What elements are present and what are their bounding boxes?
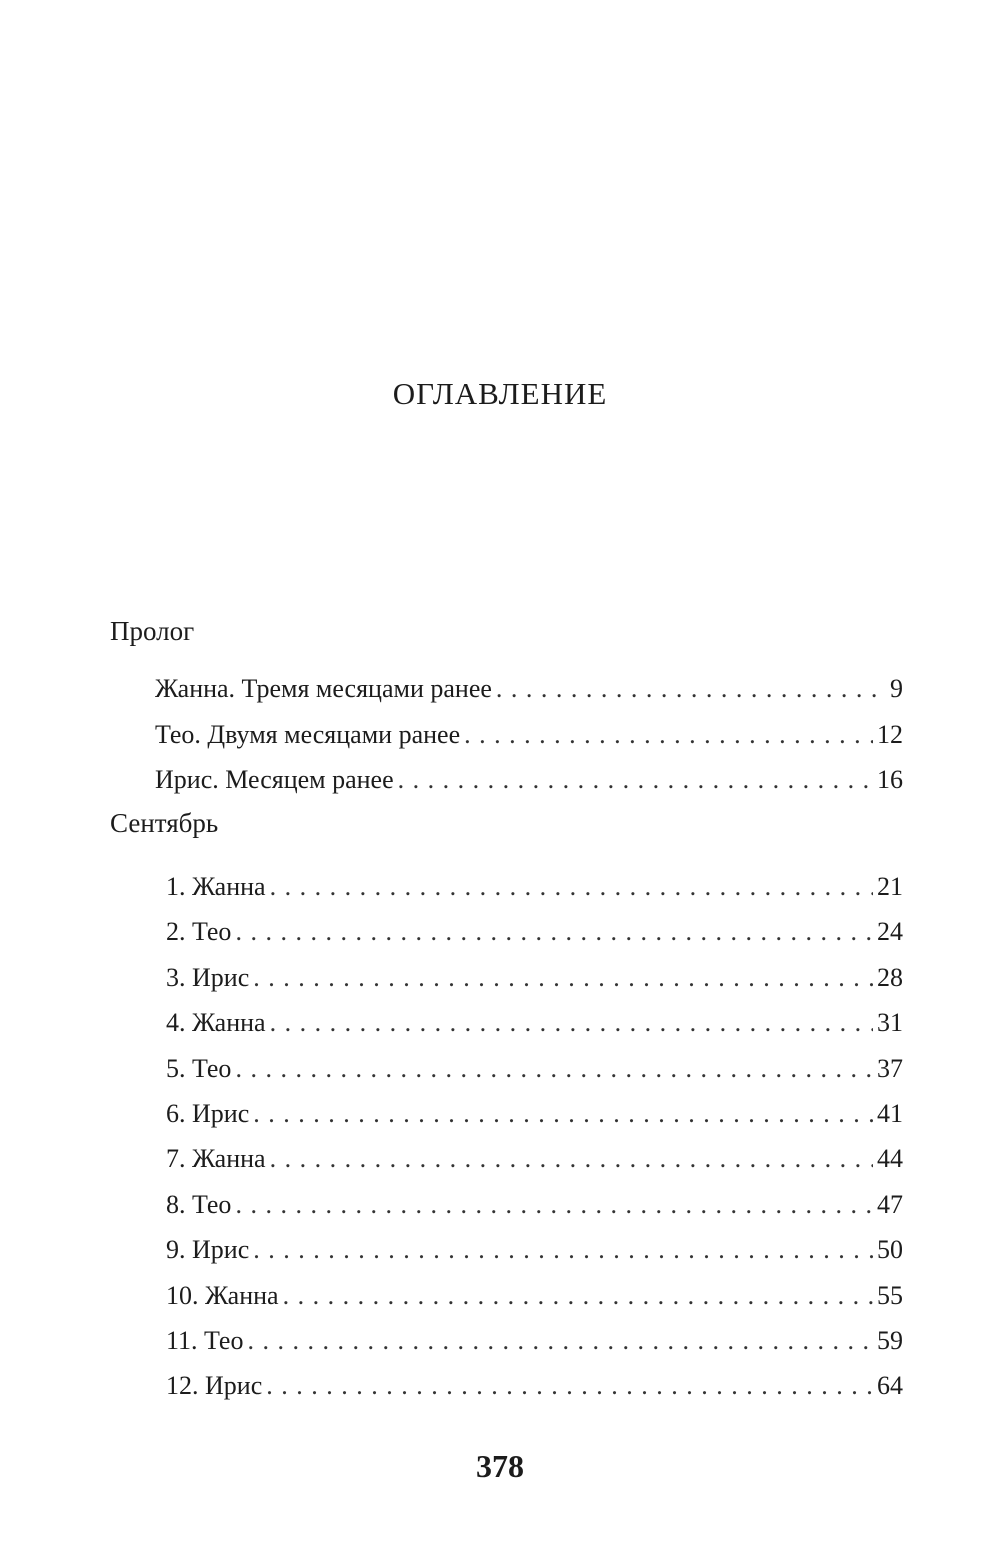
dot-leader (253, 963, 873, 993)
toc-entry (166, 917, 903, 951)
dot-leader (247, 1326, 873, 1356)
toc-entry (166, 1008, 903, 1042)
toc-entry-title: 2. Тео (166, 917, 232, 947)
dot-leader (496, 674, 886, 704)
toc-entry-title: 4. Жанна (166, 1008, 266, 1038)
toc-entry-title: 9. Ирис (166, 1235, 250, 1265)
toc-entry-page: 28 (877, 962, 903, 992)
section-heading-september: Сентябрь (110, 808, 219, 838)
page-title: ОГЛАВЛЕНИЕ (392, 376, 608, 411)
toc-entry-title: Ирис. Месяцем ранее (155, 765, 394, 794)
toc-entry-title: Тео. Двумя месяцами ранее (155, 719, 461, 749)
toc-entry (155, 674, 903, 708)
toc-entry-title: 7. Жанна (166, 1144, 266, 1174)
dot-leader (253, 1235, 873, 1265)
toc-entry (166, 1235, 903, 1269)
toc-entry (166, 1144, 903, 1178)
toc-entry-page: 64 (877, 1371, 903, 1401)
toc-entry-page: 41 (877, 1099, 903, 1128)
toc-entry-page: 31 (877, 1008, 903, 1038)
toc-entry-title: Жанна. Тремя месяцами ранее (155, 674, 492, 703)
toc-entry (166, 1190, 903, 1224)
dot-leader (464, 720, 873, 750)
dot-leader (235, 1054, 873, 1084)
toc-entry-title: 10. Жанна (166, 1280, 279, 1310)
dot-leader (266, 1371, 873, 1401)
dot-leader (398, 765, 873, 795)
toc-entry-page: 55 (877, 1280, 903, 1310)
toc-entry (166, 1326, 903, 1360)
toc-entry-page: 21 (877, 872, 903, 901)
toc-entry (155, 765, 903, 799)
section-heading-prologue: Пролог (110, 616, 195, 646)
toc-entry-title: 5. Тео (166, 1053, 232, 1083)
toc-entry (166, 1054, 903, 1088)
dot-leader (283, 1281, 873, 1311)
toc-entry (166, 872, 903, 906)
toc-entry (155, 720, 903, 754)
toc-entry-title: 8. Тео (166, 1189, 232, 1219)
toc-entry-page: 24 (877, 917, 903, 947)
toc-entry-title: 12. Ирис (166, 1371, 263, 1401)
toc-entry-page: 37 (877, 1053, 903, 1083)
toc-entry-page: 12 (877, 719, 903, 749)
toc-entry-page: 16 (877, 765, 903, 794)
toc-entry-page: 50 (877, 1235, 903, 1265)
toc-entry (166, 1099, 903, 1133)
toc-entry-page: 59 (877, 1326, 903, 1355)
dot-leader (235, 1190, 873, 1220)
toc-entry-page: 9 (890, 674, 903, 703)
dot-leader (270, 1144, 873, 1174)
toc-entry-title: 11. Тео (166, 1326, 244, 1355)
toc-entry-title: 6. Ирис (166, 1099, 250, 1128)
toc-entry (166, 963, 903, 997)
toc-entry-title: 1. Жанна (166, 872, 266, 901)
toc-entry (166, 1371, 903, 1405)
dot-leader (270, 872, 873, 902)
toc-entry-title: 3. Ирис (166, 962, 250, 992)
toc-entry (166, 1281, 903, 1315)
toc-entry-page: 44 (877, 1144, 903, 1174)
page-number: 378 (476, 1448, 524, 1484)
dot-leader (253, 1099, 873, 1129)
dot-leader (235, 917, 873, 947)
toc-entry-page: 47 (877, 1189, 903, 1219)
dot-leader (270, 1008, 873, 1038)
